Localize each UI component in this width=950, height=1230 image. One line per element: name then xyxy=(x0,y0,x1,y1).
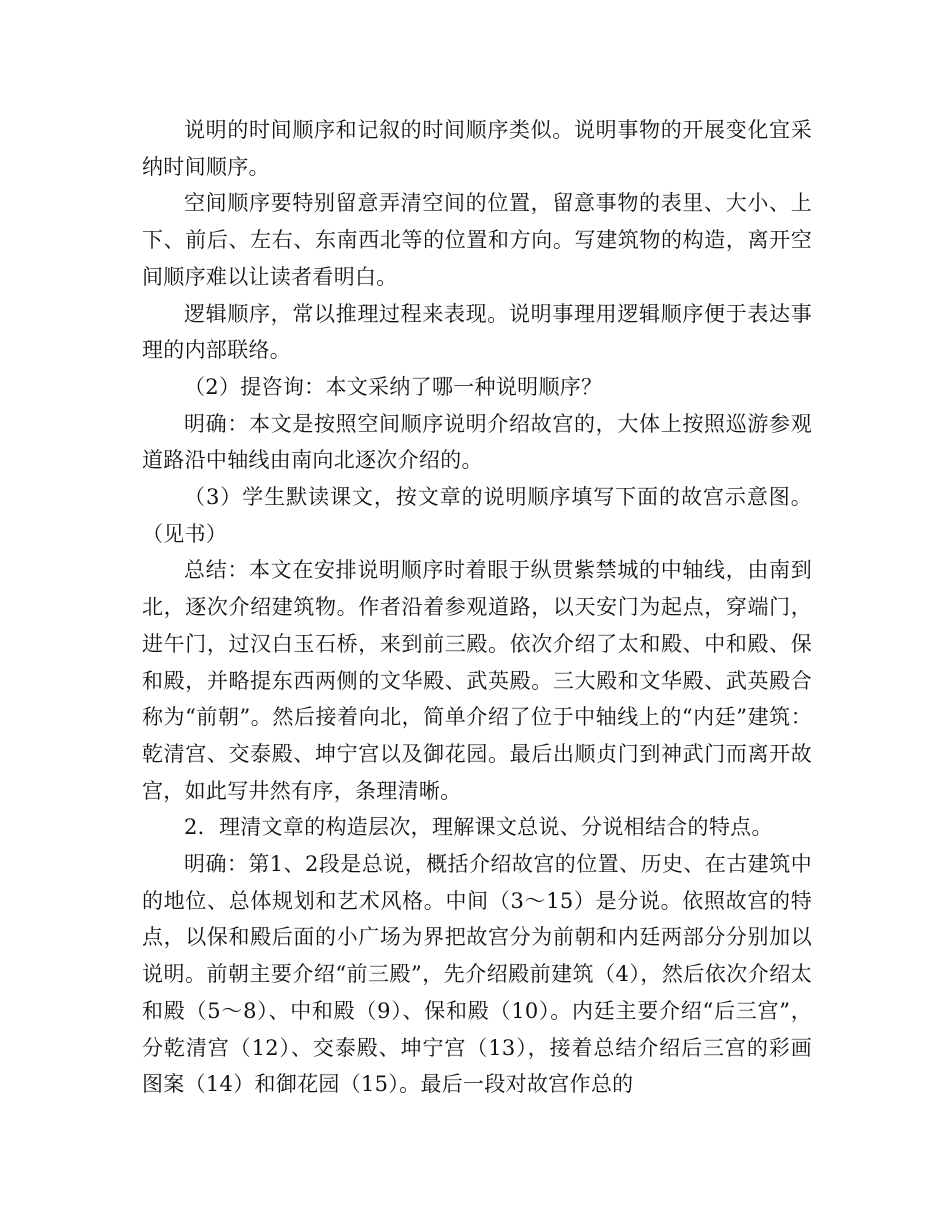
paragraph-question-3: （3）学生默读课文，按文章的说明顺序填写下面的故宫示意图。（见书） xyxy=(142,485,812,546)
paragraph-summary: 总结：本文在安排说明顺序时着眼于纵贯紫禁城的中轴线，由南到北，逐次介绍建筑物。作者沿着参观道路，以天安门为起点，穿端门，进午门，过汉白玉石桥，来到前三殿。依次介绍了太和殿、中和殿、保和殿，并略提东西两侧的文华殿、武英殿。三大殿和文华殿、武英殿合称为“前朝”。然后接着向北，简单介绍了位于中轴线上的“内廷”建筑：乾清宫、交泰殿、坤宁宫以及御花园。最后出顺贞门到神武门而离开故宫，如此写井然有序，条理清晰。 xyxy=(142,558,812,803)
paragraph-task-2: 2．理清文章的构造层次，理解课文总说、分说相结合的特点。 xyxy=(184,815,773,840)
paragraph-structure-answer: 明确：第1、2段是总说，概括介绍故宫的位置、历史、在古建筑中的地位、总体规划和艺术风格。中间（3～15）是分说。依照故宫的特点，以保和殿后面的小广场为界把故宫分为前朝和内廷两部分分别加以说明。前朝主要介绍“前三殿”，先介绍殿前建筑（4），然后依次介绍太和殿（5～8）、中和殿（9）、保和殿（10）。内廷主要介绍“后三宫”，分乾清宫（12）、交泰殿、坤宁宫（13），接着总结介绍后三宫的彩画图案（14）和御花园（15）。最后一段对故宫作总的 xyxy=(142,852,812,1097)
document-page xyxy=(142,112,812,1103)
paragraph-space-order: 空间顺序要特别留意弄清空间的位置，留意事物的表里、大小、上下、前后、左右、东南西北等的位置和方向。写建筑物的构造，离开空间顺序难以让读者看明白。 xyxy=(142,191,812,289)
paragraph-time-order: 说明的时间顺序和记叙的时间顺序类似。说明事物的开展变化宜采纳时间顺序。 xyxy=(142,118,812,179)
paragraph-question-2: （2）提咨询：本文采纳了哪一种说明顺序？ xyxy=(184,374,603,399)
paragraph-logic-order: 逻辑顺序，常以推理过程来表现。说明事理用逻辑顺序便于表达事理的内部联络。 xyxy=(142,301,812,363)
paragraph-answer-2: 明确：本文是按照空间顺序说明介绍故宫的，大体上按照巡游参观道路沿中轴线由南向北逐次介绍的。 xyxy=(142,411,812,473)
